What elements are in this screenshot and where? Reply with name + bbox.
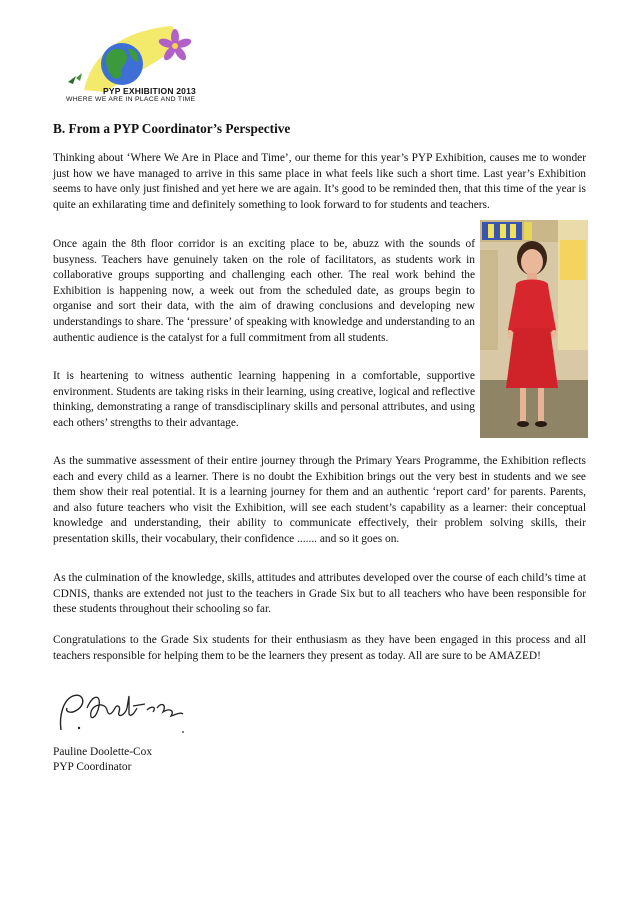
section-heading: B. From a PYP Coordinator’s Perspective [53,121,291,136]
paragraph-corridor: Once again the 8th floor corridor is an exciting place to be, abuzz with the sounds of busyness. Teachers have genuinely taken on the role of facilitators, as students work in collaborative groups supporting and challenging each other. The real work behind the Exhibition is happening now, a week out from the scheduled date, as groups begin to organise and sort their data, with the aim of drawing conclusions and developing new understandings to share. The ‘pressure’ of speaking with knowledge and understanding to an authentic audience is the catalyst for a full commitment from all students. [53,238,475,344]
coordinator-photo [480,220,588,438]
paragraph-thanks: As the culmination of the knowledge, skills, attitudes and attributes developed over the course of each child’s time at CDNIS, thanks are extended not just to the teachers in Grade Six but to all teachers who have been responsible for these students throughout their schooling so far. [53,572,586,616]
leaf-icon [68,76,76,84]
handwritten-signature [53,688,188,738]
paragraph-intro: Thinking about ‘Where We Are in Place and Time’, our theme for this year’s PYP Exhibition, causes me to wonder just how we have managed to arrive in this same place in what feels like such a short time. Last year’s Exhibition seems to have only just finished and yet here we are again. It’s good to be reminded then, that this time of the year is quite an exhilarating time and definitely something to look forward to for students and teachers. [53,152,586,211]
logo-title: PYP EXHIBITION 2013 [103,86,196,96]
paragraph-learning: It is heartening to witness authentic learning happening in a comfortable, supportive environment. Students are taking risks in their learning, using creative, logical and reflective thinking, demonstrating a range of transdisciplinary skills and personal attributes, and using each others’ strengths to their advantage. [53,370,475,429]
paragraph-congratulations: Congratulations to the Grade Six students for their enthusiasm as they have been engaged in this process and all teachers responsible for helping them to be the learners they present as today. All are sure to be AMAZED! [53,634,586,662]
signatory-name: Pauline Doolette-Cox [53,746,153,758]
globe-icon [101,43,143,85]
paragraph-assessment: As the summative assessment of their entire journey through the Primary Years Programme, the Exhibition reflects each and every child as a learner. There is no doubt the Exhibition brings out the very best in students and we see them show their real potential. It is a learning journey for them and an authentic ‘report card’ for parents. Parents, and also future teachers who visit the Exhibition, will see each student’s capability as a learner: their conceptual knowledge and understanding, their ability to communicate effectively, their problem solving skills, their presentation skills, their vocabulary, their confidence ....... and so it goes on. [53,455,586,545]
signatory-role: PYP Coordinator [53,761,132,773]
logo-subtitle: WHERE WE ARE IN PLACE AND TIME [66,96,196,103]
